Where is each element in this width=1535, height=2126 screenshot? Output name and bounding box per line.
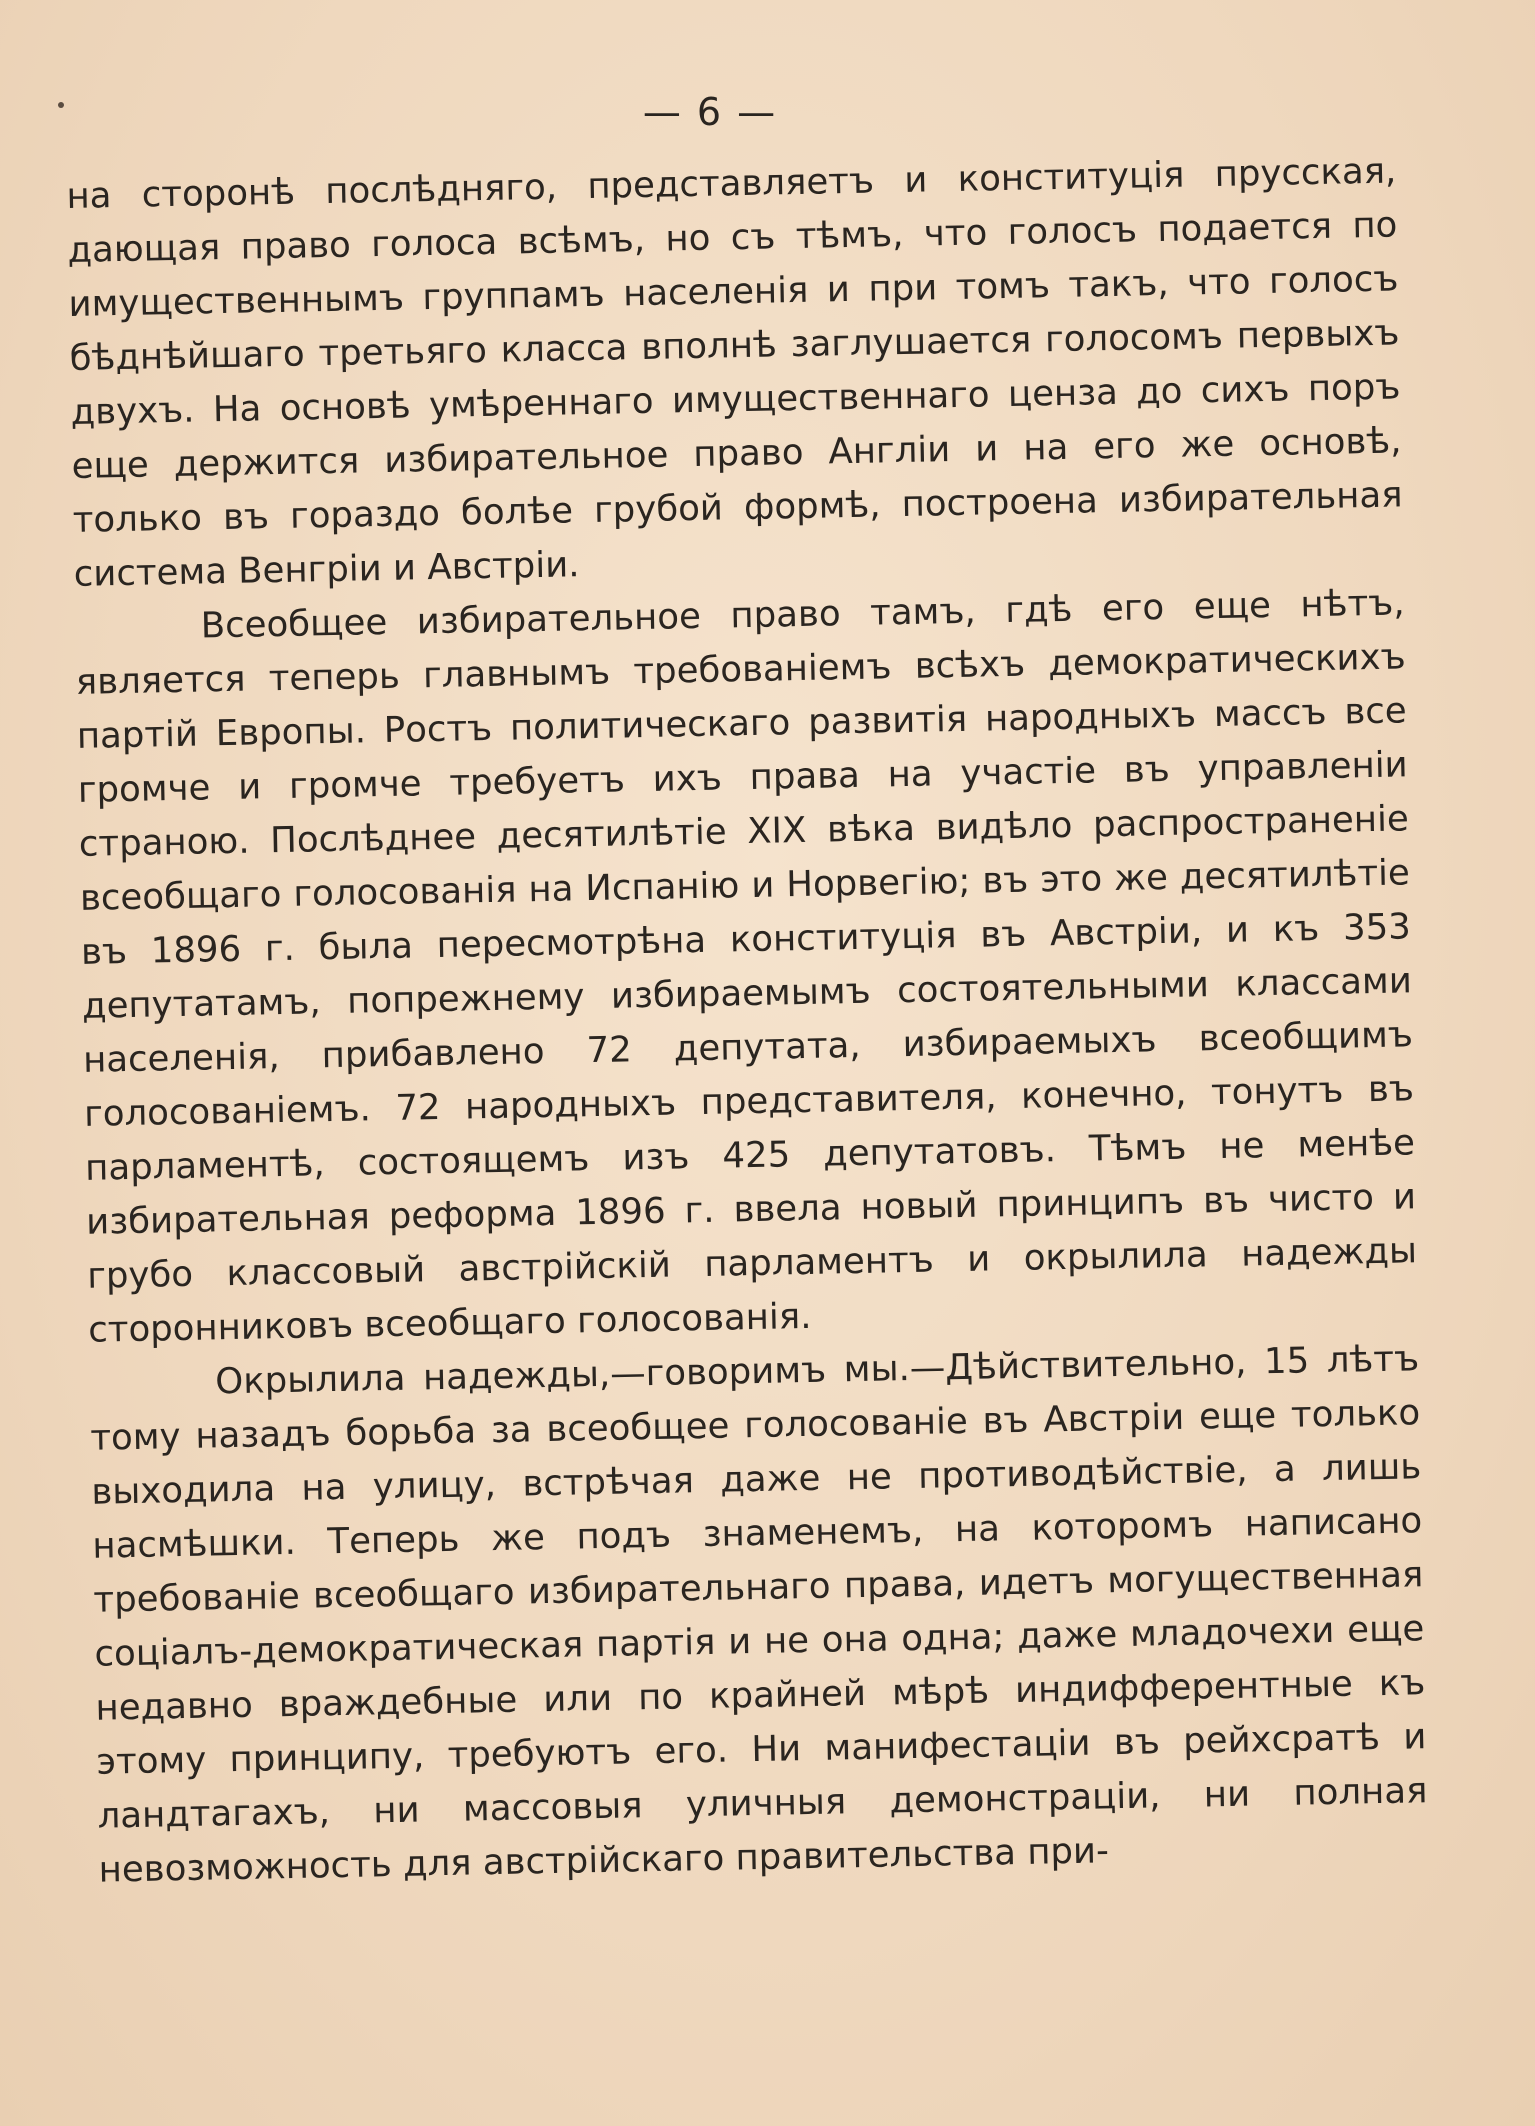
page-number: — 6 —	[642, 90, 778, 134]
body-text	[66, 144, 1429, 1897]
paragraph-2: Всеобщее избирательное право тамъ, гдѣ его еще нѣтъ, является теперь главнымъ требованіемъ всѣхъ демократическихъ партій Европы. Ростъ политическаго развитія народныхъ массъ все громче и громче требуетъ ихъ права на участіе въ управленіи страною. Послѣднее десятилѣтіе XIX вѣка видѣло распространеніе всеобщаго голосованія на Испанію и Норвегію; въ это же десятилѣтіе въ 1896 г. была пересмотрѣна конституція въ Австріи, и къ 353 депутатамъ, попрежнему избираемымъ состоятельными классами населенія, прибавлено 72 депутата, избираемыхъ всеобщимъ голосованіемъ. 72 народныхъ представителя, конечно, тонутъ въ парламентѣ, состоящемъ изъ 425 депутатовъ. Тѣмъ не менѣе избирательная реформа 1896 г. ввела новый принципъ въ чисто и грубо классовый австрійскій парламентъ и окрылила надежды сторонниковъ всеобщаго голосованія.	[75, 582, 1418, 1351]
paragraph-3: Окрылила надежды,—говоримъ мы.—Дѣйствительно, 15 лѣтъ тому назадъ борьба за всеобщее голосованіе въ Австріи еще только выходила на улицу, встрѣчая даже не противодѣйствіе, а лишь насмѣшки. Теперь же подъ знаменемъ, на которомъ написано требованіе всеобщаго избирательнаго права, идетъ могущественная соціалъ-демократическая партія и не она одна; даже младочехи еще недавно враждебные или по крайней мѣрѣ индифферентные къ этому принципу, требуютъ его. Ни манифестаціи въ рейхсратѣ и ландтагахъ, ни массовыя уличныя демонстраціи, ни полная невозможность для австрійскаго правительства при-	[89, 1338, 1428, 1891]
paragraph-1: на сторонѣ послѣдняго, представляетъ и конституція прусская, дающая право голоса всѣмъ, но съ тѣмъ, что голосъ подается по имущественнымъ группамъ населенія и при томъ такъ, что голосъ бѣднѣйшаго третьяго класса вполнѣ заглушается голосомъ первыхъ двухъ. На основѣ умѣреннаго имущественнаго ценза до сихъ поръ еще держится избирательное право Англіи и на его же основѣ, только въ гораздо болѣе грубой формѣ, построена избирательная система Венгріи и Австріи.	[66, 150, 1403, 595]
